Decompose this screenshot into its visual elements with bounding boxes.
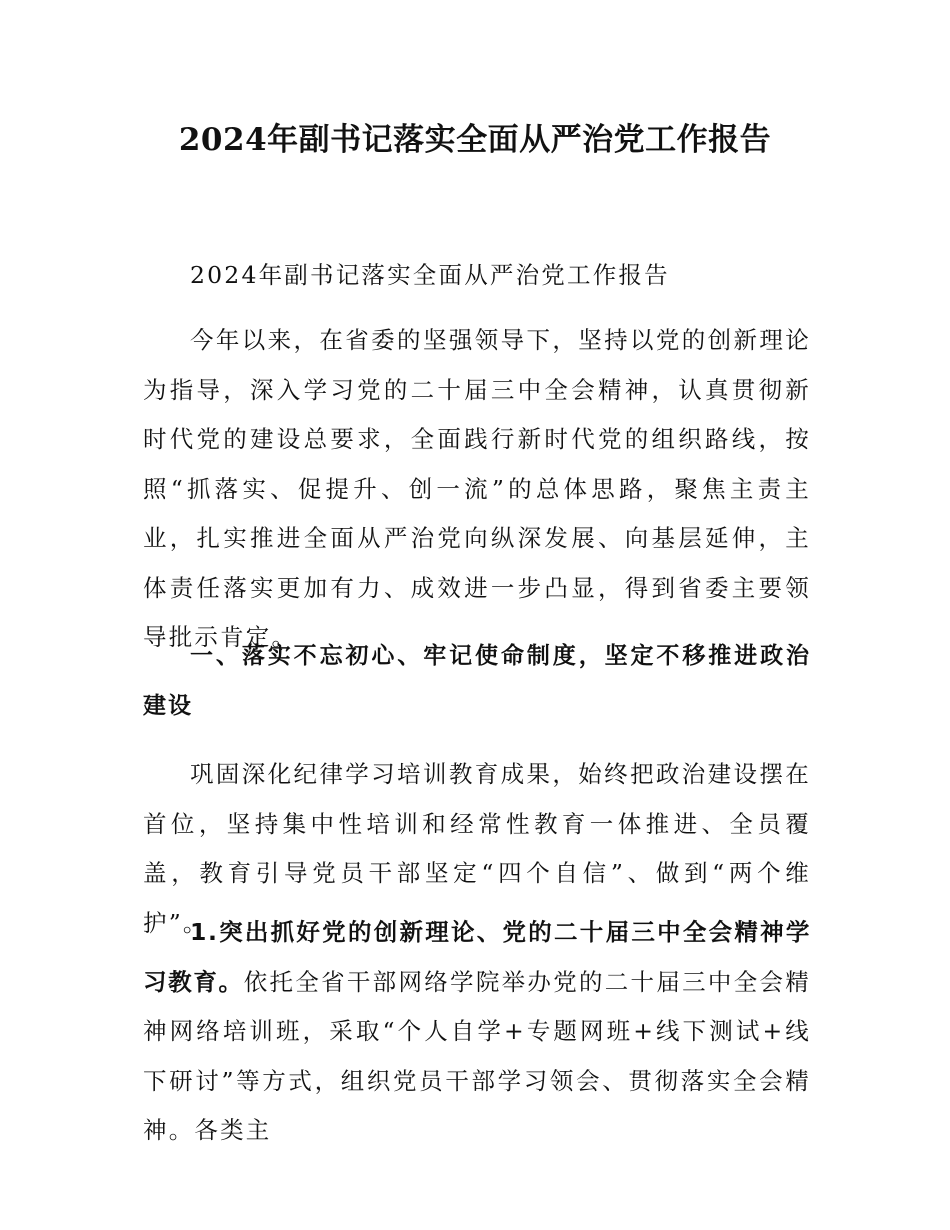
document-subtitle: 2024年副书记落实全面从严治党工作报告 — [190, 261, 670, 289]
section-heading-1: 一、落实不忘初心、牢记使命制度，坚定不移推进政治建设 — [143, 643, 811, 719]
item-1-text: 依托全省干部网络学院举办党的二十届三中全会精神网络培训班，采取“个人自学+专题网班+线下测试+线下研讨”等方式，组织党员干部学习领会、贯彻落实全会精神。各类主 — [143, 967, 811, 1144]
item-1-lead: 1.突出抓好党的创新理论、党的二十届三中全会精神学习教育。 — [143, 918, 811, 996]
intro-paragraph: 今年以来，在省委的坚强领导下，坚持以党的创新理论为指导，深入学习党的二十届三中全会精神，认真贯彻新时代党的建设总要求，全面践行新时代党的组织路线，按照“抓落实、促提升、创一流”的总体思路，聚焦主责主业，扎实推进全面从严治党向纵深发展、向基层延伸，主体责任落实更加有力、成效进一步凸显，得到省委主要领导批示肯定。 — [143, 326, 811, 651]
section-1-paragraph: 巩固深化纪律学习培训教育成果，始终把政治建设摆在首位，坚持集中性培训和经常性教育一体推进、全员覆盖，教育引导党员干部坚定“四个自信”、做到“两个维护”。 — [143, 760, 811, 937]
item-1-paragraph — [143, 908, 811, 1156]
document-title: 2024年副书记落实全面从严治党工作报告 — [178, 122, 772, 158]
